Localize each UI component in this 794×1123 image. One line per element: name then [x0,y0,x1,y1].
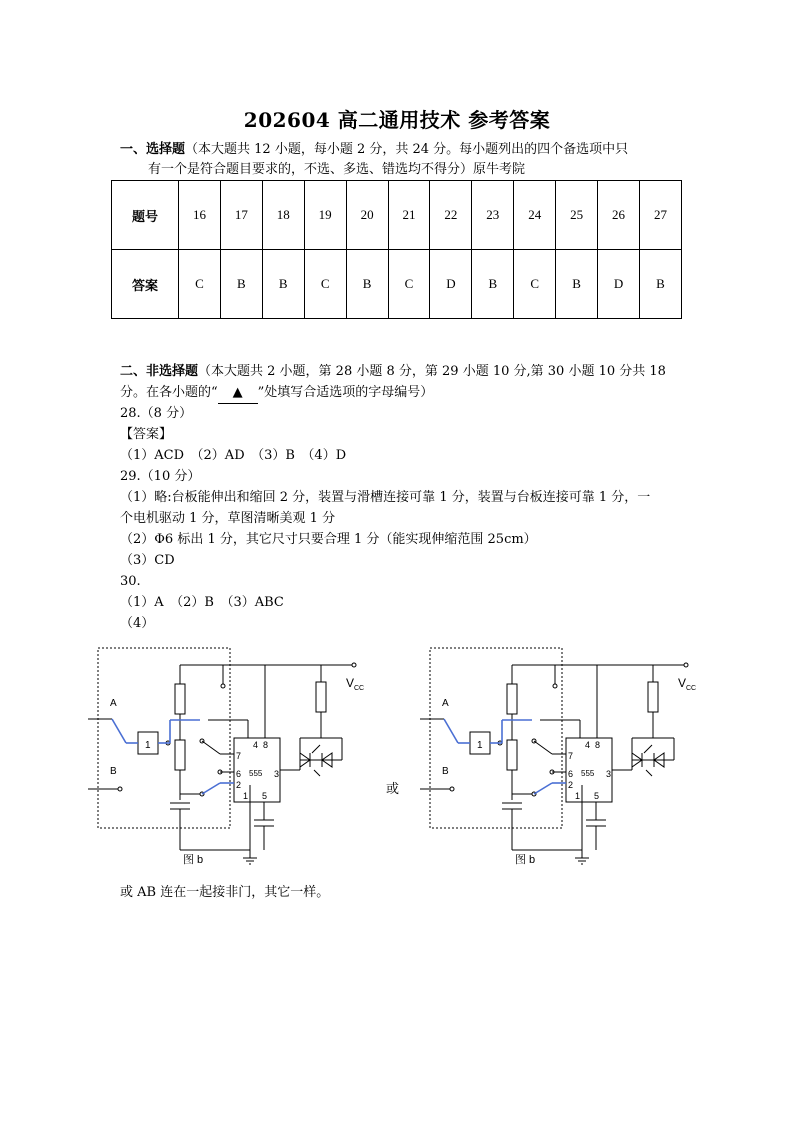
svg-text:6: 6 [236,769,242,779]
answer-cell: D [598,250,640,319]
section2-heading: 二、非选择题 [120,364,199,379]
section2-desc-line2 [120,382,433,404]
question-cell: 20 [346,181,388,250]
circuit-diagram [88,640,378,870]
answer-cell: C [304,250,346,319]
question-cell: 17 [220,181,262,250]
q28-label: 28.（8 分） [120,406,193,421]
resistor [507,740,517,770]
q30-label: 30. [120,574,141,589]
svg-text:1: 1 [145,740,151,751]
q30-line2: （4） [120,616,155,631]
q29-line2: 个电机驱动 1 分，草图清晰美观 1 分 [120,511,336,526]
answer-table [111,180,682,319]
section1-desc-line2: 有一个是符合题目要求的，不选、多选、错选均不得分）原牛考院 [148,162,526,177]
answer-cell: B [346,250,388,319]
svg-text:3: 3 [274,769,280,779]
resistor [175,740,185,770]
answer-cell: B [472,250,514,319]
svg-text:A: A [110,698,117,709]
svg-text:2: 2 [236,780,242,790]
question-number-row [112,181,682,250]
question-cell: 18 [262,181,304,250]
question-cell: 25 [556,181,598,250]
q28-answer-tag: 【答案】 [120,427,173,442]
question-header-cell: 题号 [112,181,179,250]
svg-text:555: 555 [249,769,263,778]
question-cell: 24 [514,181,556,250]
section1-heading: 一、选择题 [120,142,186,157]
answer-cell: D [430,250,472,319]
answer-header-cell: 答案 [112,250,179,319]
svg-text:1: 1 [575,791,581,801]
svg-text:A: A [442,698,449,709]
svg-text:5: 5 [594,791,600,801]
svg-text:555: 555 [581,769,595,778]
resistor [175,684,185,714]
svg-text:5: 5 [262,791,268,801]
section1-desc-line1: （本大题共 12 小题，每小题 2 分，共 24 分。每小题列出的四个备选项中只 [185,142,629,157]
answer-cell: C [514,250,556,319]
svg-text:图 b: 图 b [515,854,536,866]
resistor [507,684,517,714]
question-cell: 23 [472,181,514,250]
answer-cell: C [388,250,430,319]
svg-text:1: 1 [477,740,483,751]
answer-cell: B [556,250,598,319]
answer-cell: B [639,250,681,319]
q29-line1: （1）略:台板能伸出和缩回 2 分，装置与滑槽连接可靠 1 分，装置与台板连接可靠 1 分，一 [120,490,651,505]
question-cell: 27 [639,181,681,250]
svg-text:4: 4 [253,740,259,750]
answer-blank: ▲ [218,382,258,404]
question-cell: 16 [179,181,221,250]
question-cell: 26 [598,181,640,250]
svg-text:CC: CC [686,685,697,692]
resistor [316,682,326,712]
q29-line4: （3）CD [120,553,175,568]
q28-answers: （1）ACD （2）AD （3）B （4）D [120,448,347,463]
q29-line3: （2）Φ6 标出 1 分，其它尺寸只要合理 1 分（能实现伸缩范围 25cm） [120,532,537,547]
svg-text:7: 7 [568,751,574,761]
footer-note: 或 AB 连在一起接非门，其它一样。 [120,885,330,900]
svg-text:8: 8 [263,740,269,750]
circuit-figure-1 [88,640,378,874]
circuit-figure-2 [420,640,710,874]
section2-desc-pre: 分。在各小题的“ [120,385,218,400]
svg-text:1: 1 [243,791,249,801]
dashed-boundary [98,648,230,828]
svg-text:2: 2 [568,780,574,790]
circuit-diagram [420,640,710,870]
q29-label: 29.（10 分） [120,469,201,484]
answer-cell: B [262,250,304,319]
resistor [648,682,658,712]
section2-intro [120,361,666,382]
svg-text:8: 8 [595,740,601,750]
q30-line1: （1）A （2）B （3）ABC [120,595,284,610]
question-cell: 22 [430,181,472,250]
svg-text:V: V [678,676,687,690]
dashed-boundary [430,648,562,828]
svg-text:3: 3 [606,769,612,779]
section1-intro [120,139,628,160]
question-cell: 19 [304,181,346,250]
section2-desc-line1: （本大题共 2 小题，第 28 小题 8 分，第 29 小题 10 分,第 30 小题 10 分共 18 [198,364,666,379]
answer-cell: B [220,250,262,319]
question-cell: 21 [388,181,430,250]
svg-text:B: B [110,766,117,777]
svg-text:6: 6 [568,769,574,779]
svg-text:4: 4 [585,740,591,750]
answer-row [112,250,682,319]
svg-text:7: 7 [236,751,242,761]
answer-cell: C [179,250,221,319]
section2-desc-post: ”处填写合适选项的字母编号） [257,385,434,400]
svg-text:B: B [442,766,449,777]
svg-text:图 b: 图 b [183,854,204,866]
or-label: 或 [386,782,400,797]
svg-text:CC: CC [354,685,365,692]
page-title: 202604 高二通用技术 参考答案 [243,108,551,132]
svg-text:V: V [346,676,355,690]
